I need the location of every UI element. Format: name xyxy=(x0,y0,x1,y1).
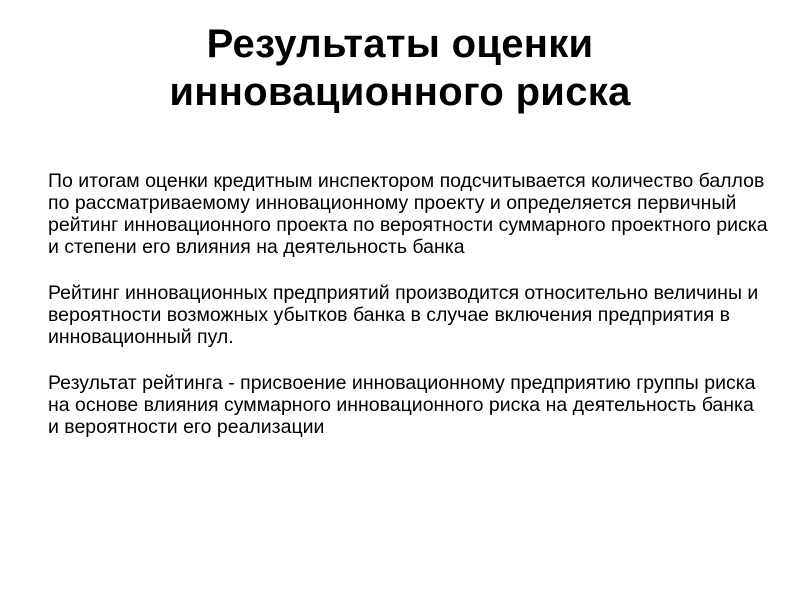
slide-title xyxy=(40,20,760,116)
paragraph-scoring: По итогам оценки кредитным инспектором подсчитывается количество баллов по рассматриваемому инновационному проекту и определяется первичный рейтинг инновационного проекта по вероятности суммарного проектного риска и степени его влияния на деятельность банка xyxy=(48,170,768,258)
paragraph-result: Результат рейтинга - присвоение инновационному предприятию группы риска на основе влияния суммарного инновационного риска на деятельность банка и вероятности его реализации xyxy=(48,372,756,438)
slide-title-line-1: Результаты оценки xyxy=(206,22,594,66)
slide-body xyxy=(48,170,768,462)
slide-title-line-2: инновационного риска xyxy=(169,70,631,114)
paragraph-rating: Рейтинг инновационных предприятий производится относительно величины и вероятности возможных убытков банка в случае включения предприятия в инновационный пул. xyxy=(48,282,759,348)
